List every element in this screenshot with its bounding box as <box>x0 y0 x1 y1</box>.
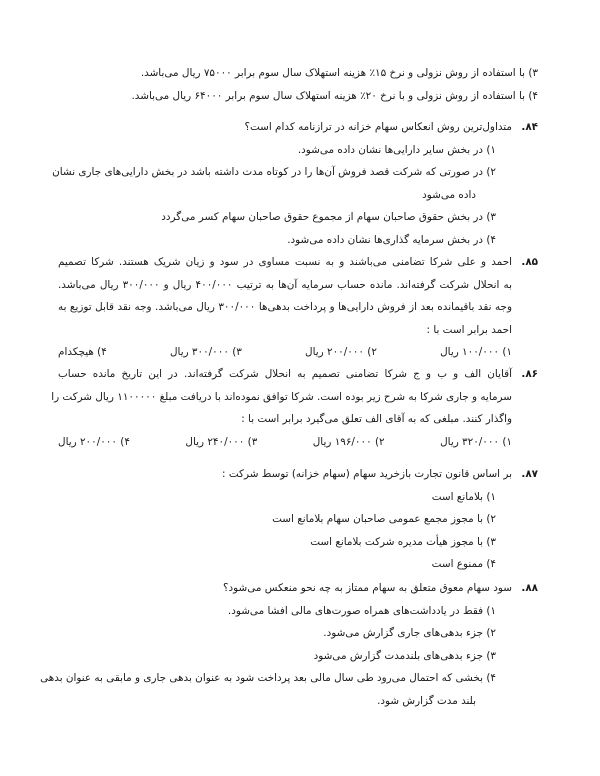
option-4-continued: بلند مدت گزارش شود. <box>377 694 476 707</box>
option-1: ۱) فقط در یادداشت‌های همراه صورت‌های مالی افشا می‌شود. <box>227 604 496 617</box>
option-2: ۲) جزء بدهی‌های جاری گزارش می‌شود. <box>323 627 496 639</box>
option-1: ۱) بلامانع است <box>431 490 496 503</box>
question-number: ۸۸. <box>521 582 538 594</box>
option-4: ۴) ممنوع است <box>431 558 496 570</box>
choice-3: ۳) ۲۴۰/۰۰۰ ریال <box>185 435 258 448</box>
option-4: ۴) در بخش سرمایه گذاری‌ها نشان داده می‌شود. <box>287 233 496 246</box>
question-number: ۸۴. <box>521 121 538 133</box>
question-text-line: واگذار کنند. مبلغی که به آقای الف تعلق می‌گیرد برابر است با : <box>241 413 512 425</box>
question-number: ۸۵. <box>521 256 538 268</box>
question-number: ۸۶. <box>521 368 538 380</box>
option-3: ۳) جزء بدهی‌های بلندمدت گزارش می‌شود <box>313 649 496 662</box>
choice-2: ۲) ۲۰۰/۰۰۰ ریال <box>305 346 377 358</box>
question-87 <box>58 463 538 576</box>
option-4: ۴) با استفاده از روش نزولی و با نرخ ۲۰٪ هزینه استهلاک سال سوم برابر ۶۴۰۰۰ ریال می‌باشد. <box>131 89 538 102</box>
question-stem: بر اساس قانون تجارت بازخرید سهام (سهام خزانه) توسط شرکت : <box>222 468 512 480</box>
choice-1: ۱) ۱۰۰/۰۰۰ ریال <box>440 346 512 358</box>
question-86 <box>51 363 538 453</box>
answer-choices <box>58 431 512 454</box>
question-88 <box>40 577 538 712</box>
choice-4: ۴) هیچکدام <box>58 346 107 358</box>
question-number: ۸۷. <box>521 468 538 480</box>
option-4: ۴) بخشی که احتمال می‌رود طی سال مالی بعد پرداخت شود به عنوان بدهی جاری و مابقی به عنوان بدهی <box>40 672 496 684</box>
question-84 <box>52 116 538 251</box>
choice-1: ۱) ۳۲۰/۰۰۰ ریال <box>440 435 512 448</box>
option-3: ۳) با مجوز هیأت مدیره شرکت بلامانع است <box>310 535 496 548</box>
answer-choices <box>58 341 512 364</box>
option-2: ۲) با مجوز مجمع عمومی صاحبان سهام بلامانع است <box>272 513 496 525</box>
question-text-line: وجه نقد باقیمانده بعد از فروش دارایی‌ها و پرداخت بدهی‌ها ۳۰۰/۰۰۰ ریال می‌باشد. وجه نقد قابل توزیع به <box>58 301 512 313</box>
option-2-continued: داده می‌شود <box>422 188 476 201</box>
option-1: ۱) در بخش سایر دارایی‌ها نشان داده می‌شود. <box>297 143 496 156</box>
question-text-line: آقایان الف و ب و ج شرکا تضامنی تصمیم به انحلال شرکت گرفته‌اند. در این تاریخ مانده حساب <box>58 368 512 380</box>
previous-question-tail <box>68 62 538 107</box>
question-85 <box>58 251 538 364</box>
choice-2: ۲) ۱۹۶/۰۰۰ ریال <box>312 435 385 448</box>
question-stem: سود سهام معوق متعلق به سهام ممتاز به چه نحو منعکس می‌شود؟ <box>223 582 512 594</box>
option-3: ۳) در بخش حقوق صاحبان سهام از مجموع حقوق صاحبان سهام کسر می‌گردد <box>161 211 496 223</box>
option-2: ۲) در صورتی که شرکت قصد فروش آن‌ها را در کوتاه مدت داشته باشد در بخش دارایی‌های جاری نشان <box>52 166 496 178</box>
question-text-line: به انحلال شرکت گرفته‌اند. مانده حساب سرمایه آن‌ها به ترتیب ۴۰۰/۰۰۰ ریال و ۳۰۰/۰۰۰ ریال می‌باشد. <box>58 278 512 291</box>
question-stem: متداول‌ترین روش انعکاس سهام خزانه در ترازنامه کدام است؟ <box>244 121 512 133</box>
question-text-line: احمد برابر است با : <box>426 323 512 336</box>
choice-3: ۳) ۳۰۰/۰۰۰ ریال <box>169 346 242 358</box>
option-3: ۳) با استفاده از روش نزولی و نرخ ۱۵٪ هزینه استهلاک سال سوم برابر ۷۵۰۰۰ ریال می‌باشد. <box>140 67 538 79</box>
choice-4: ۴) ۲۰۰/۰۰۰ ریال <box>58 435 130 448</box>
question-text-line: سرمایه و جاری شرکا به شرح زیر بوده است. شرکا توافق نموده‌اند با دریافت مبلغ ۱۱۰۰۰۰۰ ریال شرکت را <box>51 390 512 403</box>
question-text-line: احمد و علی شرکا تضامنی می‌باشند و به نسبت مساوی در سود و زیان شریک هستند. شرکا تصمیم <box>58 256 512 268</box>
